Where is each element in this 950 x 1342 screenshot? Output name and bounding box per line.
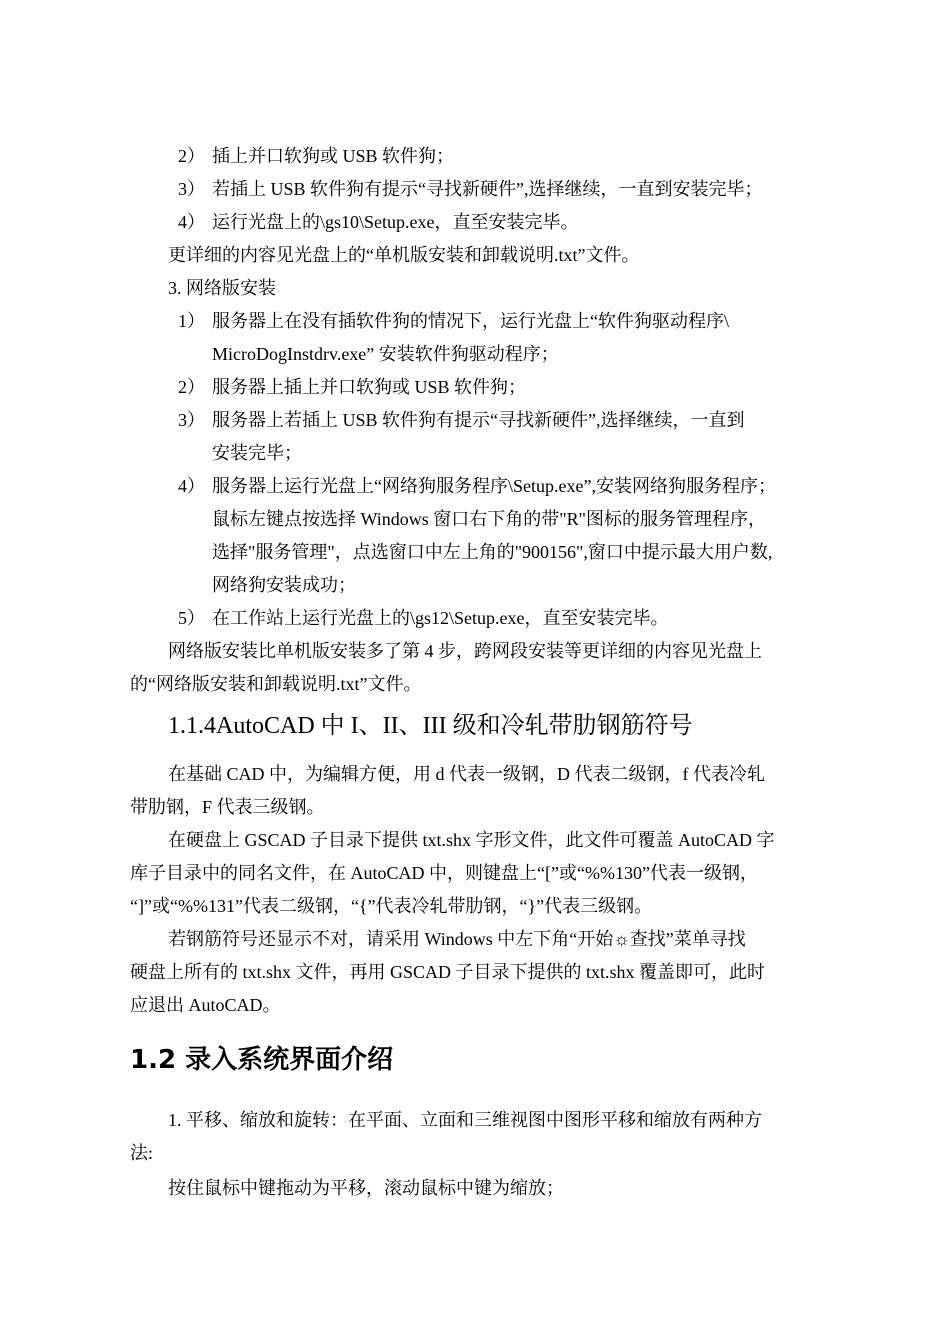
step-text: 服务器上运行光盘上“网络狗服务程序\Setup.exe”,安装网络狗服务程序； [212, 476, 776, 496]
step-number: 3） [178, 179, 205, 199]
step-text: 插上并口软狗或 USB 软件狗； [212, 146, 455, 166]
step-text: 服务器上在没有插软件狗的情况下，运行光盘上“软件狗驱动程序\ [212, 311, 729, 331]
step-text: 鼠标左键点按选择 Windows 窗口右下角的带"R"图标的服务管理程序， [212, 509, 766, 529]
step-text: 服务器上若插上 USB 软件狗有提示“寻找新硬件”,选择继续，一直到 [212, 410, 745, 430]
section-heading: 1.1.4AutoCAD 中 I、II、III 级和冷轧带肋钢筋符号 [168, 713, 693, 739]
step-text: 选择"服务管理"，点选窗口中左上角的"900156",窗口中提示最大用户数, [212, 542, 773, 562]
paragraph-line: 带肋钢，F 代表三级钢。 [130, 797, 325, 817]
step-text: 若插上 USB 软件狗有提示“寻找新硬件”,选择继续，一直到安装完毕； [212, 179, 763, 199]
step-number: 1） [178, 311, 205, 331]
paragraph-line: 1. 平移、缩放和旋转：在平面、立面和三维视图中图形平移和缩放有两种方 [168, 1110, 762, 1130]
paragraph-line: 在基础 CAD 中，为编辑方便，用 d 代表一级钢，D 代表二级钢，f 代表冷轧 [168, 764, 765, 784]
step-text: 在工作站上运行光盘上的\gs12\Setup.exe，直至安装完毕。 [212, 608, 669, 628]
single-install-note: 更详细的内容见光盘上的“单机版安装和卸载说明.txt”文件。 [168, 245, 640, 265]
step-text: MicroDogInstdrv.exe” 安装软件狗驱动程序； [212, 344, 559, 364]
step-text: 运行光盘上的\gs10\Setup.exe，直至安装完毕。 [212, 212, 579, 232]
paragraph-line: 若钢筋符号还显示不对，请采用 Windows 中左下角“开始☼查找”菜单寻找 [168, 929, 746, 949]
step-text: 安装完毕； [212, 443, 302, 463]
step-number: 4） [178, 476, 205, 496]
paragraph-line: 硬盘上所有的 txt.shx 文件，再用 GSCAD 子目录下提供的 txt.shx 覆盖即可，此时 [130, 962, 766, 982]
step-number: 2） [178, 377, 205, 397]
step-text: 网络狗安装成功； [212, 575, 356, 595]
paragraph-line: “]”或“%%131”代表二级钢，“{”代表冷轧带肋钢，“}”代表三级钢。 [130, 896, 653, 916]
step-number: 5） [178, 608, 205, 628]
paragraph-line: 库子目录中的同名文件，在 AutoCAD 中，则键盘上“[”或“%%130”代表一级钢， [130, 863, 758, 883]
paragraph-line: 在硬盘上 GSCAD 子目录下提供 txt.shx 字形文件，此文件可覆盖 AutoCAD 字 [168, 830, 775, 850]
paragraph-line: 按住鼠标中键拖动为平移，滚动鼠标中键为缩放； [168, 1178, 564, 1198]
step-number: 2） [178, 146, 205, 166]
step-number: 4） [178, 212, 205, 232]
step-text: 服务器上插上并口软狗或 USB 软件狗； [212, 377, 527, 397]
network-note-line: 网络版安装比单机版安装多了第 4 步，跨网段安装等更详细的内容见光盘上 [168, 641, 762, 661]
step-number: 3） [178, 410, 205, 430]
network-note-line: 的“网络版安装和卸载说明.txt”文件。 [130, 674, 422, 694]
network-install-heading: 3. 网络版安装 [168, 278, 276, 298]
paragraph-line: 应退出 AutoCAD。 [130, 995, 281, 1015]
paragraph-line: 法: [130, 1143, 154, 1163]
chapter-heading: 1.2 录入系统界面介绍 [130, 1045, 394, 1075]
